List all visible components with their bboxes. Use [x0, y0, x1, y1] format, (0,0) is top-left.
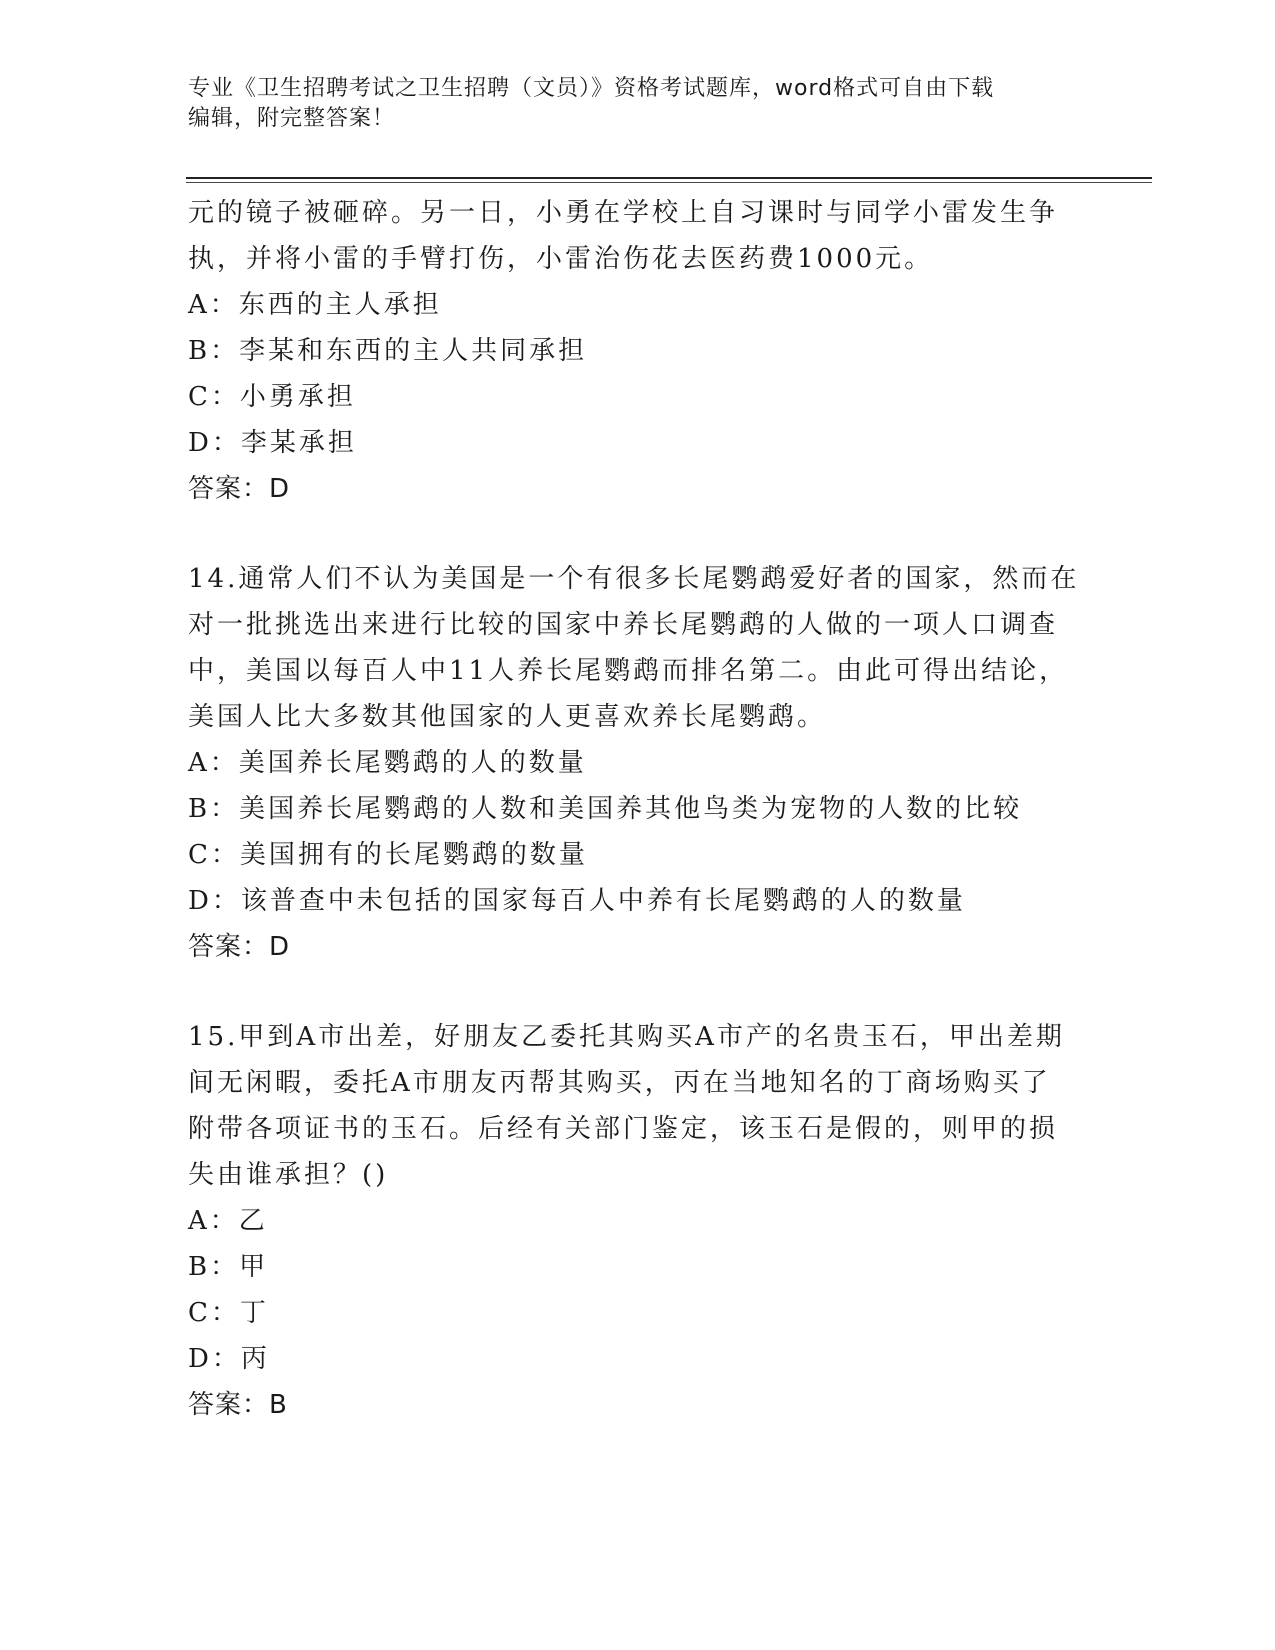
option-a: A：东西的主人承担 — [188, 290, 442, 320]
option-a: A：美国养长尾鹦鹉的人的数量 — [188, 748, 587, 778]
option-d: D：丙 — [188, 1344, 270, 1374]
header-rule-thick — [186, 177, 1152, 179]
question-stem-line: 失由谁承担？() — [188, 1160, 389, 1190]
question-stem-line: 执，并将小雷的手臂打伤，小雷治伤花去医药费1000元。 — [188, 244, 934, 274]
question-stem-line: 间无闲暇，委托A市朋友丙帮其购买，丙在当地知名的丁商场购买了 — [188, 1068, 1051, 1098]
question-stem-line: 中，美国以每百人中11人养长尾鹦鹉而排名第二。由此可得出结论， — [188, 656, 1069, 686]
question-stem-line: 附带各项证书的玉石。后经有关部门鉴定，该玉石是假的，则甲的损 — [188, 1114, 1059, 1144]
header-line-2: 编辑，附完整答案！ — [188, 106, 396, 131]
question-13 — [188, 190, 1088, 512]
question-content — [188, 190, 1088, 1428]
question-stem-line: 美国人比大多数其他国家的人更喜欢养长尾鹦鹉。 — [188, 702, 827, 732]
option-b: B：甲 — [188, 1252, 269, 1282]
answer: 答案：D — [188, 932, 291, 962]
question-stem-line: 14.通常人们不认为美国是一个有很多长尾鹦鹉爱好者的国家，然而在 — [188, 564, 1080, 594]
answer: 答案：B — [188, 1390, 288, 1420]
header-line-1: 专业《卫生招聘考试之卫生招聘（文员）》资格考试题库，word格式可自由下载 — [188, 76, 995, 101]
option-c: C：丁 — [188, 1298, 269, 1328]
question-stem-line: 对一批挑选出来进行比较的国家中养长尾鹦鹉的人做的一项人口调查 — [188, 610, 1059, 640]
option-a: A：乙 — [188, 1206, 268, 1236]
option-c: C：美国拥有的长尾鹦鹉的数量 — [188, 840, 588, 870]
option-b: B：李某和东西的主人共同承担 — [188, 336, 588, 366]
question-stem-line: 元的镜子被砸碎。另一日，小勇在学校上自习课时与同学小雷发生争 — [188, 198, 1059, 228]
page-header — [188, 74, 1088, 134]
question-stem-line: 15.甲到A市出差，好朋友乙委托其购买A市产的名贵玉石，甲出差期 — [188, 1022, 1065, 1052]
option-d: D：该普查中未包括的国家每百人中养有长尾鹦鹉的人的数量 — [188, 886, 966, 916]
option-d: D：李某承担 — [188, 428, 357, 458]
option-b: B：美国养长尾鹦鹉的人数和美国养其他鸟类为宠物的人数的比较 — [188, 794, 1023, 824]
answer: 答案：D — [188, 474, 291, 504]
option-c: C：小勇承担 — [188, 382, 356, 412]
question-14 — [188, 556, 1088, 970]
header-rule-thin — [186, 182, 1152, 183]
question-15 — [188, 1014, 1088, 1428]
